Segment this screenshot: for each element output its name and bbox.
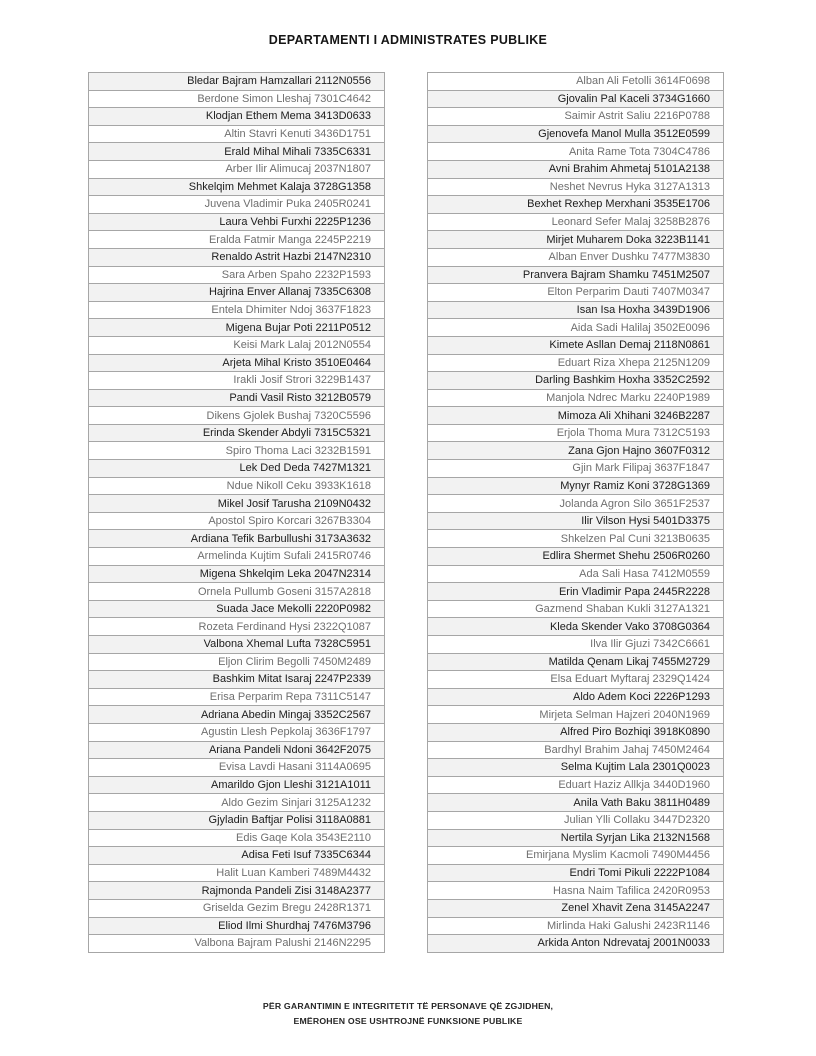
list-item: Eduart Haziz Allkja 3440D1960 — [427, 776, 724, 795]
list-item: Arber Ilir Alimucaj 2037N1807 — [88, 160, 385, 179]
list-item: Altin Stavri Kenuti 3436D1751 — [88, 125, 385, 144]
list-item: Eduart Riza Xhepa 2125N1209 — [427, 354, 724, 373]
list-item: Bledar Bajram Hamzallari 2112N0556 — [88, 72, 385, 91]
list-item: Pranvera Bajram Shamku 7451M2507 — [427, 266, 724, 285]
list-item: Keisi Mark Lalaj 2012N0554 — [88, 336, 385, 355]
list-item: Migena Bujar Poti 2211P0512 — [88, 318, 385, 337]
list-item: Anila Vath Baku 3811H0489 — [427, 793, 724, 812]
list-item: Erisa Perparim Repa 7311C5147 — [88, 688, 385, 707]
list-item: Elsa Eduart Myftaraj 2329Q1424 — [427, 670, 724, 689]
list-item: Lek Ded Deda 7427M1321 — [88, 459, 385, 478]
list-item: Elton Perparim Dauti 7407M0347 — [427, 283, 724, 302]
list-item: Selma Kujtim Lala 2301Q0023 — [427, 758, 724, 777]
list-item: Migena Shkelqim Leka 2047N2314 — [88, 565, 385, 584]
list-item: Eralda Fatmir Manga 2245P2219 — [88, 230, 385, 249]
list-item: Gjyladin Baftjar Polisi 3118A0881 — [88, 811, 385, 830]
list-item: Avni Brahim Ahmetaj 5101A2138 — [427, 160, 724, 179]
list-item: Mirjet Muharem Doka 3223B1141 — [427, 230, 724, 249]
list-item: Ilva Ilir Gjuzi 7342C6661 — [427, 635, 724, 654]
list-item: Gjin Mark Filipaj 3637F1847 — [427, 459, 724, 478]
list-item: Valbona Bajram Palushi 2146N2295 — [88, 934, 385, 953]
list-item: Edlira Shermet Shehu 2506R0260 — [427, 547, 724, 566]
list-item: Mirjeta Selman Hajzeri 2040N1969 — [427, 705, 724, 724]
list-item: Mynyr Ramiz Koni 3728G1369 — [427, 477, 724, 496]
list-item: Bardhyl Brahim Jahaj 7450M2464 — [427, 741, 724, 760]
list-item: Erin Vladimir Papa 2445R2228 — [427, 582, 724, 601]
list-item: Gjenovefa Manol Mulla 3512E0599 — [427, 125, 724, 144]
list-item: Juvena Vladimir Puka 2405R0241 — [88, 195, 385, 214]
list-item: Aldo Gezim Sinjari 3125A1232 — [88, 793, 385, 812]
list-item: Neshet Nevrus Hyka 3127A1313 — [427, 178, 724, 197]
list-item: Aida Sadi Halilaj 3502E0096 — [427, 318, 724, 337]
list-item: Manjola Ndrec Marku 2240P1989 — [427, 389, 724, 408]
list-item: Klodjan Ethem Mema 3413D0633 — [88, 107, 385, 126]
list-item: Matilda Qenam Likaj 7455M2729 — [427, 653, 724, 672]
list-item: Emirjana Myslim Kacmoli 7490M4456 — [427, 846, 724, 865]
list-item: Renaldo Astrit Hazbi 2147N2310 — [88, 248, 385, 267]
list-item: Erald Mihal Mihali 7335C6331 — [88, 142, 385, 161]
list-item: Apostol Spiro Korcari 3267B3304 — [88, 512, 385, 531]
list-item: Ardiana Tefik Barbullushi 3173A3632 — [88, 529, 385, 548]
list-item: Hajrina Enver Allanaj 7335C6308 — [88, 283, 385, 302]
list-item: Isan Isa Hoxha 3439D1906 — [427, 301, 724, 320]
list-item: Gjovalin Pal Kaceli 3734G1660 — [427, 90, 724, 109]
list-item: Spiro Thoma Laci 3232B1591 — [88, 441, 385, 460]
list-item: Evisa Lavdi Hasani 3114A0695 — [88, 758, 385, 777]
list-item: Jolanda Agron Silo 3651F2537 — [427, 494, 724, 513]
list-item: Edis Gaqe Kola 3543E2110 — [88, 829, 385, 848]
list-item: Entela Dhimiter Ndoj 3637F1823 — [88, 301, 385, 320]
list-item: Kimete Asllan Demaj 2118N0861 — [427, 336, 724, 355]
list-item: Julian Ylli Collaku 3447D2320 — [427, 811, 724, 830]
list-item: Gazmend Shaban Kukli 3127A1321 — [427, 600, 724, 619]
list-item: Eljon Clirim Begolli 7450M2489 — [88, 653, 385, 672]
list-item: Rozeta Ferdinand Hysi 2322Q1087 — [88, 617, 385, 636]
list-item: Adriana Abedin Mingaj 3352C2567 — [88, 705, 385, 724]
footer-line-1: PËR GARANTIMIN E INTEGRITETIT TË PERSONAVE QË ZGJIDHEN, — [262, 1001, 554, 1011]
list-item: Amarildo Gjon Lleshi 3121A1011 — [88, 776, 385, 795]
list-item: Griselda Gezim Bregu 2428R1371 — [88, 899, 385, 918]
list-item: Alban Ali Fetolli 3614F0698 — [427, 72, 724, 91]
list-item: Hasna Naim Tafilica 2420R0953 — [427, 881, 724, 900]
list-item: Zana Gjon Hajno 3607F0312 — [427, 441, 724, 460]
list-item: Agustin Llesh Pepkolaj 3636F1797 — [88, 723, 385, 742]
list-item: Pandi Vasil Risto 3212B0579 — [88, 389, 385, 408]
list-item: Valbona Xhemal Lufta 7328C5951 — [88, 635, 385, 654]
list-item: Ilir Vilson Hysi 5401D3375 — [427, 512, 724, 531]
list-item: Suada Jace Mekolli 2220P0982 — [88, 600, 385, 619]
list-item: Adisa Feti Isuf 7335C6344 — [88, 846, 385, 865]
list-item: Ornela Pullumb Goseni 3157A2818 — [88, 582, 385, 601]
list-item: Ariana Pandeli Ndoni 3642F2075 — [88, 741, 385, 760]
list-item: Irakli Josif Strori 3229B1437 — [88, 371, 385, 390]
list-item: Armelinda Kujtim Sufali 2415R0746 — [88, 547, 385, 566]
list-item: Anita Rame Tota 7304C4786 — [427, 142, 724, 161]
list-item: Rajmonda Pandeli Zisi 3148A2377 — [88, 881, 385, 900]
list-item: Erjola Thoma Mura 7312C5193 — [427, 424, 724, 443]
list-item: Darling Bashkim Hoxha 3352C2592 — [427, 371, 724, 390]
list-item: Endri Tomi Pikuli 2222P1084 — [427, 864, 724, 883]
list-item: Kleda Skender Vako 3708G0364 — [427, 617, 724, 636]
list-item: Mikel Josif Tarusha 2109N0432 — [88, 494, 385, 513]
list-item: Saimir Astrit Saliu 2216P0788 — [427, 107, 724, 126]
list-item: Laura Vehbi Furxhi 2225P1236 — [88, 213, 385, 232]
list-item: Arkida Anton Ndrevataj 2001N0033 — [427, 934, 724, 953]
list-item: Erinda Skender Abdyli 7315C5321 — [88, 424, 385, 443]
list-item: Eliod Ilmi Shurdhaj 7476M3796 — [88, 917, 385, 936]
list-item: Zenel Xhavit Zena 3145A2247 — [427, 899, 724, 918]
list-item: Shkelqim Mehmet Kalaja 3728G1358 — [88, 178, 385, 197]
page-footer — [0, 999, 816, 1028]
list-item: Alban Enver Dushku 7477M3830 — [427, 248, 724, 267]
list-item: Bashkim Mitat Isaraj 2247P2339 — [88, 670, 385, 689]
list-item: Halit Luan Kamberi 7489M4432 — [88, 864, 385, 883]
list-item: Mimoza Ali Xhihani 3246B2287 — [427, 406, 724, 425]
list-item: Dikens Gjolek Bushaj 7320C5596 — [88, 406, 385, 425]
name-list-column-left — [88, 72, 385, 953]
list-item: Leonard Sefer Malaj 3258B2876 — [427, 213, 724, 232]
page-title: DEPARTAMENTI I ADMINISTRATES PUBLIKE — [268, 33, 548, 47]
list-item: Ndue Nikoll Ceku 3933K1618 — [88, 477, 385, 496]
list-item: Nertila Syrjan Lika 2132N1568 — [427, 829, 724, 848]
list-item: Aldo Adem Koci 2226P1293 — [427, 688, 724, 707]
list-item: Ada Sali Hasa 7412M0559 — [427, 565, 724, 584]
footer-line-2: EMËROHEN OSE USHTROJNË FUNKSIONE PUBLIKE — [293, 1015, 523, 1026]
list-item: Sara Arben Spaho 2232P1593 — [88, 266, 385, 285]
list-item: Alfred Piro Bozhiqi 3918K0890 — [427, 723, 724, 742]
list-item: Bexhet Rexhep Merxhani 3535E1706 — [427, 195, 724, 214]
list-item: Berdone Simon Lleshaj 7301C4642 — [88, 90, 385, 109]
list-item: Arjeta Mihal Kristo 3510E0464 — [88, 354, 385, 373]
name-list-column-right — [427, 72, 724, 953]
list-item: Mirlinda Haki Galushi 2423R1146 — [427, 917, 724, 936]
list-item: Shkelzen Pal Cuni 3213B0635 — [427, 529, 724, 548]
